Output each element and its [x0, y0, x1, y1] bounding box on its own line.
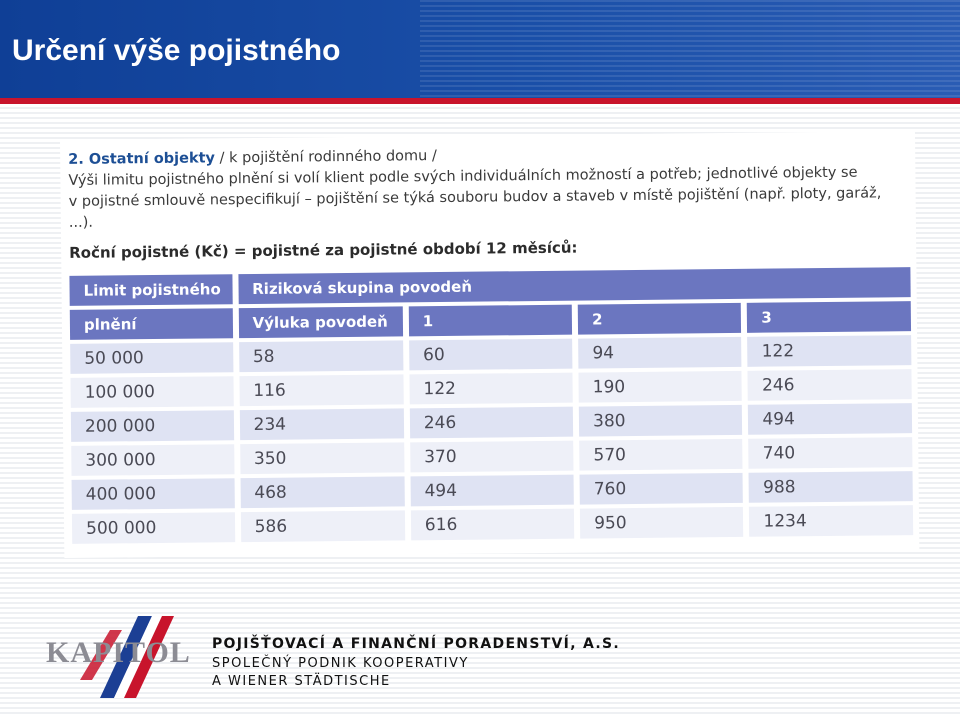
- cell-limit: 500 000: [72, 512, 235, 544]
- footer-company-name: POJIŠŤOVACÍ A FINANČNÍ PORADENSTVÍ, A.S.: [212, 636, 621, 652]
- cell-exclusion: 586: [241, 510, 406, 542]
- document-line-2: Výši limitu pojistného plnění si volí klient podle svých individuálních možností a potřeb; jednotlivé objekty se: [68, 164, 858, 189]
- cell-exclusion: 468: [240, 476, 405, 508]
- header-limit-top: Limit pojistného: [69, 274, 232, 306]
- cell-group-3: 988: [749, 471, 913, 503]
- kapitol-logo: [40, 610, 210, 700]
- premium-table: [63, 263, 919, 548]
- logo-wordmark: KAPITOL: [46, 636, 191, 669]
- footer-line-2: SPOLEČNÝ PODNIK KOOPERATIVY: [212, 656, 469, 671]
- cell-group-1: 122: [409, 373, 573, 405]
- cell-group-1: 246: [410, 407, 574, 439]
- slide-title: Určení výše pojistného: [12, 34, 341, 67]
- cell-group-2: 190: [579, 371, 743, 403]
- header-col-exclusion: Výluka povodeň: [238, 306, 403, 338]
- document-line-3: v pojistné smlouvě nespecifikují – pojištění se týká souboru budov a staveb v místě pojištění (např. ploty, garáž, ...).: [68, 185, 882, 231]
- cell-group-2: 760: [580, 473, 744, 505]
- cell-group-2: 570: [579, 439, 743, 471]
- cell-limit: 50 000: [70, 342, 233, 374]
- footer-line-3: A WIENER STÄDTISCHE: [212, 674, 391, 689]
- heading-tail: / k pojištění rodinného domu /: [214, 148, 437, 167]
- cell-limit: 200 000: [71, 410, 234, 442]
- cell-limit: 100 000: [70, 376, 233, 408]
- header-limit-bottom: plnění: [70, 308, 233, 340]
- document-text: [68, 141, 909, 234]
- cell-group-2: 94: [578, 337, 742, 369]
- cell-exclusion: 58: [239, 340, 404, 372]
- table-row: [72, 471, 913, 510]
- table-row: [70, 369, 911, 408]
- header-col-3: 3: [747, 301, 911, 333]
- cell-group-3: 122: [748, 335, 912, 367]
- header-col-2: 2: [578, 303, 742, 335]
- table-header-row-2: [70, 301, 911, 340]
- table-row: [71, 403, 912, 442]
- cell-group-3: 246: [748, 369, 912, 401]
- table-row: [71, 437, 912, 476]
- cell-exclusion: 350: [240, 442, 405, 474]
- header-col-1: 1: [409, 305, 573, 337]
- cell-group-1: 370: [410, 441, 574, 473]
- cell-group-1: 494: [410, 475, 574, 507]
- cell-group-2: 380: [579, 405, 743, 437]
- cell-group-3: 1234: [749, 505, 913, 537]
- cell-limit: 300 000: [71, 444, 234, 476]
- cell-limit: 400 000: [72, 478, 235, 510]
- header-group: Riziková skupina povodeň: [238, 267, 911, 304]
- footer-company-info: [212, 636, 620, 692]
- table-row: [72, 505, 913, 544]
- heading-lead: 2. Ostatní objekty: [68, 150, 216, 168]
- table-header-row-1: [69, 267, 910, 306]
- scanned-document: [60, 131, 919, 558]
- cell-group-2: 950: [580, 507, 744, 539]
- table-row: [70, 335, 911, 374]
- cell-group-3: 740: [749, 437, 913, 469]
- cell-exclusion: 116: [239, 374, 404, 406]
- cell-group-1: 60: [409, 339, 573, 371]
- cell-exclusion: 234: [239, 408, 404, 440]
- table-caption: Roční pojistné (Kč) = pojistné za pojistné období 12 měsíců:: [69, 238, 578, 262]
- banner-stripes: [420, 0, 960, 98]
- cell-group-1: 616: [411, 509, 575, 541]
- cell-group-3: 494: [748, 403, 912, 435]
